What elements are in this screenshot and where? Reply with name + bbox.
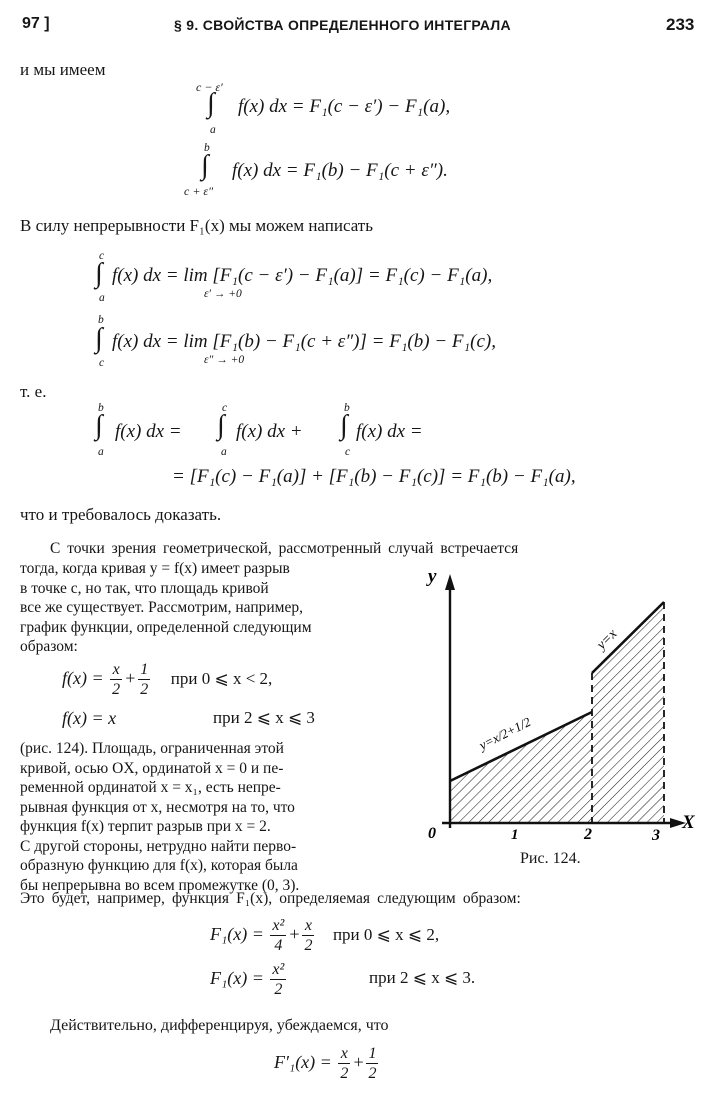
paragraph-line: (рис. 124). Площадь, ограниченная этой [20, 740, 284, 757]
equation-2: f(x) dx = F₁(b) − F₁(c + ε″). [232, 160, 448, 181]
eq4-lim-subscript: ε″ → +0 [204, 354, 245, 366]
paragraph-line: С другой стороны, нетрудно найти перво- [20, 837, 297, 855]
F-def2-lhs: F₁(x) = [210, 968, 264, 989]
denominator: 2 [140, 681, 149, 698]
paragraph-line: рывная функция от x, несмотря на то, что [20, 798, 295, 816]
paragraph-line: график функции, определенной следующим [20, 618, 312, 636]
F-definition-1: F₁(x) = $\frac{\text{x²}}{4}$ + $\frac{x}{2}$ при 0 ⩽ x ⩽ 2, [210, 917, 440, 954]
numerator: x [110, 662, 122, 680]
equation-5b: f(x) dx + [236, 421, 303, 442]
integral-sign: ∫ [95, 258, 103, 289]
paragraph-line: все же существует. Рассмотрим, например, [20, 599, 303, 616]
eq3-lim-subscript: ε′ → +0 [204, 288, 242, 300]
fraction-x-over-2 [338, 1046, 350, 1082]
F-definition-2 [210, 962, 288, 998]
eq5-limit: b [98, 402, 104, 414]
tick-label: 3 [652, 827, 660, 844]
y-axis-label: y [428, 566, 437, 587]
f-definition-1: f(x) = $\frac{x}{2}$ + $\frac{1}{2}$ при 0 ⩽ x < 2, [62, 661, 273, 698]
tick-label: 0 [428, 825, 436, 842]
x-axis-label: X [682, 812, 695, 833]
paragraph-line: функция f(x) терпит разрыв при x = 2. [20, 818, 271, 835]
eq5-limit: a [98, 446, 104, 458]
paragraph-line: ременной ординатой x = x₁, есть непре- [20, 779, 281, 796]
denominator: 2 [368, 1065, 377, 1082]
eq4-upper-limit: b [98, 314, 104, 326]
eq5-limit: a [221, 446, 227, 458]
page-header-title: § 9. СВОЙСТВА ОПРЕДЕЛЕННОГО ИНТЕГРАЛА [174, 17, 511, 33]
denominator: 2 [274, 981, 283, 998]
paragraph-line: тогда, когда кривая y = f(x) имеет разрыв [20, 560, 290, 577]
numerator: 1 [140, 661, 149, 678]
derivative-lhs: F′₁(x) = [274, 1052, 332, 1073]
equation-4: f(x) dx = lim [F₁(b) − F₁(c + ε″)] = F₁(b) − F₁(c), [112, 331, 496, 352]
paragraph-line: в точке c, но так, что площадь кривой [20, 579, 269, 597]
fraction-x2-over-4 [270, 918, 286, 954]
eq1-lower-limit: a [210, 124, 216, 136]
paragraph-line: бы непрерывна во всем промежутке (0, 3). [20, 876, 300, 894]
integral-sign: ∫ [201, 150, 209, 181]
eq3-upper-limit: c [99, 250, 105, 262]
fraction-x2-over-2 [270, 962, 286, 998]
denominator: 2 [304, 937, 313, 954]
text-by-continuity: В силу непрерывности F₁(x) мы можем написать [20, 216, 373, 235]
paragraph-line: образом: [20, 638, 78, 655]
equation-5c: f(x) dx = [356, 421, 423, 442]
fraction-1-over-2 [366, 1046, 378, 1082]
paragraph-3: Это будет, например, функция F₁(x), определяемая следующим образом: [20, 890, 521, 907]
numerator: x² [272, 917, 285, 934]
eq2-upper-limit: b [204, 142, 210, 154]
equation-5a: f(x) dx = [115, 421, 182, 442]
eq2-lower-limit: c + ε″ [184, 184, 214, 198]
fraction-1-over-2 [138, 662, 150, 698]
paragraph-line: образную функцию для f(x), которая была [20, 857, 298, 874]
denominator: 4 [274, 937, 283, 954]
page-number: 233 [666, 15, 695, 34]
text-we-have: и мы имеем [20, 60, 106, 79]
integral-sign: ∫ [207, 88, 215, 119]
page-header-left: 97 ] [22, 15, 50, 32]
F-def2-cond: при 2 ⩽ x ⩽ 3. [369, 968, 476, 987]
f-def1-cond: при 0 ⩽ x < 2, [170, 669, 273, 689]
equation-6: = [F₁(c) − F₁(a)] + [F₁(b) − F₁(c)] = F₁(b) − F₁(a), [172, 466, 576, 487]
denominator: 2 [112, 681, 121, 698]
f-definition-2-cond: при 2 ⩽ x ⩽ 3 [213, 708, 315, 727]
paragraph-4: Действительно, дифференцируя, убеждаемся, что [50, 1017, 389, 1034]
tick-label: 1 [511, 827, 519, 843]
paragraph-2 [20, 739, 394, 895]
f-def1-lhs: f(x) = [62, 668, 104, 689]
eq5-limit: c [222, 402, 228, 414]
integral-sign: ∫ [95, 410, 103, 441]
numerator: x [338, 1046, 350, 1064]
text-qed: что и требовалось доказать. [20, 505, 222, 524]
F-def1-lhs: F₁(x) = [210, 924, 264, 945]
F-def1-cond: при 0 ⩽ x ⩽ 2, [332, 925, 440, 945]
y-axis-arrow [445, 574, 455, 590]
equation-3: f(x) dx = lim [F₁(c − ε′) − F₁(a)] = F₁(c) − F₁(a), [112, 265, 493, 286]
derivative-formula: F′₁(x) = $\frac{x}{2}$ + $\frac{1}{2}$ [274, 1045, 377, 1082]
integral-sign: ∫ [217, 410, 225, 441]
curve-label-right: y=x [594, 626, 621, 653]
numerator: x [302, 918, 314, 936]
paragraph-1-first-line: С точки зрения геометрической, рассмотренный случай встречается [50, 540, 519, 557]
f-definition-2-lhs: f(x) = x [62, 708, 117, 728]
fraction-x-over-2 [302, 918, 314, 954]
numerator: 1 [368, 1045, 377, 1062]
numerator: x² [272, 961, 285, 978]
paragraph-1 [20, 559, 394, 657]
fraction-x-over-2 [110, 662, 122, 698]
eq3-lower-limit: a [99, 292, 105, 304]
tick-label: 2 [584, 826, 592, 843]
figure-124 [414, 560, 714, 880]
curve-label-left: y=x/2+1/2 [476, 713, 534, 753]
paragraph-line: кривой, осью OX, ординатой x = 0 и пе- [20, 759, 284, 777]
eq1-upper-limit: c − ε′ [196, 80, 223, 94]
equation-1: f(x) dx = F₁(c − ε′) − F₁(a), [238, 96, 451, 117]
integral-sign: ∫ [95, 323, 103, 354]
integral-sign: ∫ [340, 410, 348, 441]
eq4-lower-limit: c [99, 357, 105, 369]
figure-caption: Рис. 124. [520, 850, 581, 867]
denominator: 2 [340, 1065, 349, 1082]
eq5-limit: b [344, 402, 350, 414]
eq5-limit: c [345, 446, 351, 458]
text-ie: т. е. [20, 382, 47, 401]
